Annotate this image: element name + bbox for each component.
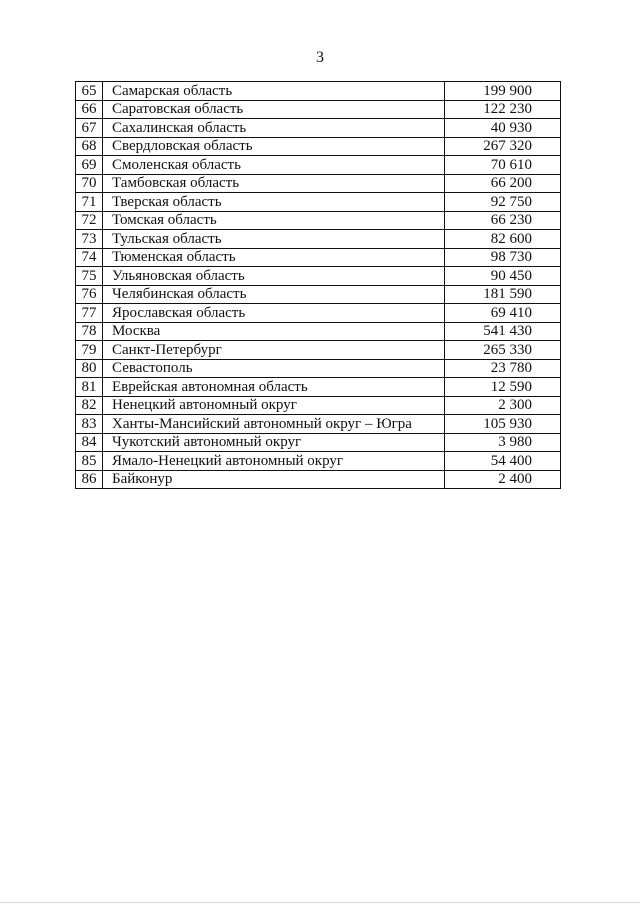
region-value: 66 230 <box>445 211 561 230</box>
table-row <box>76 396 561 415</box>
row-number: 74 <box>76 248 103 267</box>
region-name: Смоленская область <box>103 156 445 175</box>
table-row <box>76 82 561 101</box>
region-value: 69 410 <box>445 304 561 323</box>
region-name: Сахалинская область <box>103 119 445 138</box>
region-value: 92 750 <box>445 193 561 212</box>
region-name: Москва <box>103 322 445 341</box>
row-number: 77 <box>76 304 103 323</box>
page-number: 3 <box>316 49 324 66</box>
row-number: 76 <box>76 285 103 304</box>
table-row <box>76 193 561 212</box>
region-value: 267 320 <box>445 137 561 156</box>
regions-table <box>75 81 561 489</box>
region-name: Томская область <box>103 211 445 230</box>
table-row <box>76 211 561 230</box>
region-name: Ульяновская область <box>103 267 445 286</box>
region-value: 98 730 <box>445 248 561 267</box>
region-value: 90 450 <box>445 267 561 286</box>
table-row <box>76 100 561 119</box>
region-value: 2 400 <box>445 470 561 489</box>
row-number: 69 <box>76 156 103 175</box>
table-row <box>76 415 561 434</box>
region-name: Санкт-Петербург <box>103 341 445 360</box>
region-name: Ханты-Мансийский автономный округ – Югра <box>103 415 445 434</box>
region-name: Свердловская область <box>103 137 445 156</box>
table-row <box>76 322 561 341</box>
region-value: 199 900 <box>445 82 561 101</box>
table-row <box>76 452 561 471</box>
region-value: 181 590 <box>445 285 561 304</box>
table-row <box>76 248 561 267</box>
region-value: 23 780 <box>445 359 561 378</box>
region-name: Челябинская область <box>103 285 445 304</box>
table-row <box>76 156 561 175</box>
region-value: 54 400 <box>445 452 561 471</box>
row-number: 84 <box>76 433 103 452</box>
row-number: 83 <box>76 415 103 434</box>
row-number: 81 <box>76 378 103 397</box>
row-number: 66 <box>76 100 103 119</box>
row-number: 82 <box>76 396 103 415</box>
region-value: 2 300 <box>445 396 561 415</box>
row-number: 75 <box>76 267 103 286</box>
table-body <box>76 82 561 489</box>
row-number: 73 <box>76 230 103 249</box>
table-row <box>76 137 561 156</box>
table-row <box>76 267 561 286</box>
row-number: 80 <box>76 359 103 378</box>
region-name: Еврейская автономная область <box>103 378 445 397</box>
region-value: 541 430 <box>445 322 561 341</box>
table-row <box>76 119 561 138</box>
table-row <box>76 433 561 452</box>
row-number: 78 <box>76 322 103 341</box>
region-name: Самарская область <box>103 82 445 101</box>
page-edge-divider <box>0 902 640 903</box>
table-row <box>76 359 561 378</box>
table-row <box>76 285 561 304</box>
region-value: 105 930 <box>445 415 561 434</box>
region-value: 122 230 <box>445 100 561 119</box>
region-value: 82 600 <box>445 230 561 249</box>
table-row <box>76 378 561 397</box>
row-number: 79 <box>76 341 103 360</box>
region-name: Тамбовская область <box>103 174 445 193</box>
region-value: 265 330 <box>445 341 561 360</box>
region-name: Байконур <box>103 470 445 489</box>
region-value: 66 200 <box>445 174 561 193</box>
region-name: Ярославская область <box>103 304 445 323</box>
region-name: Ненецкий автономный округ <box>103 396 445 415</box>
row-number: 65 <box>76 82 103 101</box>
region-name: Тульская область <box>103 230 445 249</box>
region-name: Саратовская область <box>103 100 445 119</box>
region-name: Тверская область <box>103 193 445 212</box>
region-value: 12 590 <box>445 378 561 397</box>
region-value: 40 930 <box>445 119 561 138</box>
region-name: Севастополь <box>103 359 445 378</box>
row-number: 68 <box>76 137 103 156</box>
row-number: 72 <box>76 211 103 230</box>
row-number: 67 <box>76 119 103 138</box>
table-row <box>76 174 561 193</box>
region-name: Ямало-Ненецкий автономный округ <box>103 452 445 471</box>
row-number: 71 <box>76 193 103 212</box>
table-row <box>76 230 561 249</box>
region-name: Тюменская область <box>103 248 445 267</box>
row-number: 85 <box>76 452 103 471</box>
table-row <box>76 304 561 323</box>
row-number: 70 <box>76 174 103 193</box>
row-number: 86 <box>76 470 103 489</box>
region-name: Чукотский автономный округ <box>103 433 445 452</box>
region-value: 3 980 <box>445 433 561 452</box>
table-row <box>76 470 561 489</box>
table-row <box>76 341 561 360</box>
region-value: 70 610 <box>445 156 561 175</box>
